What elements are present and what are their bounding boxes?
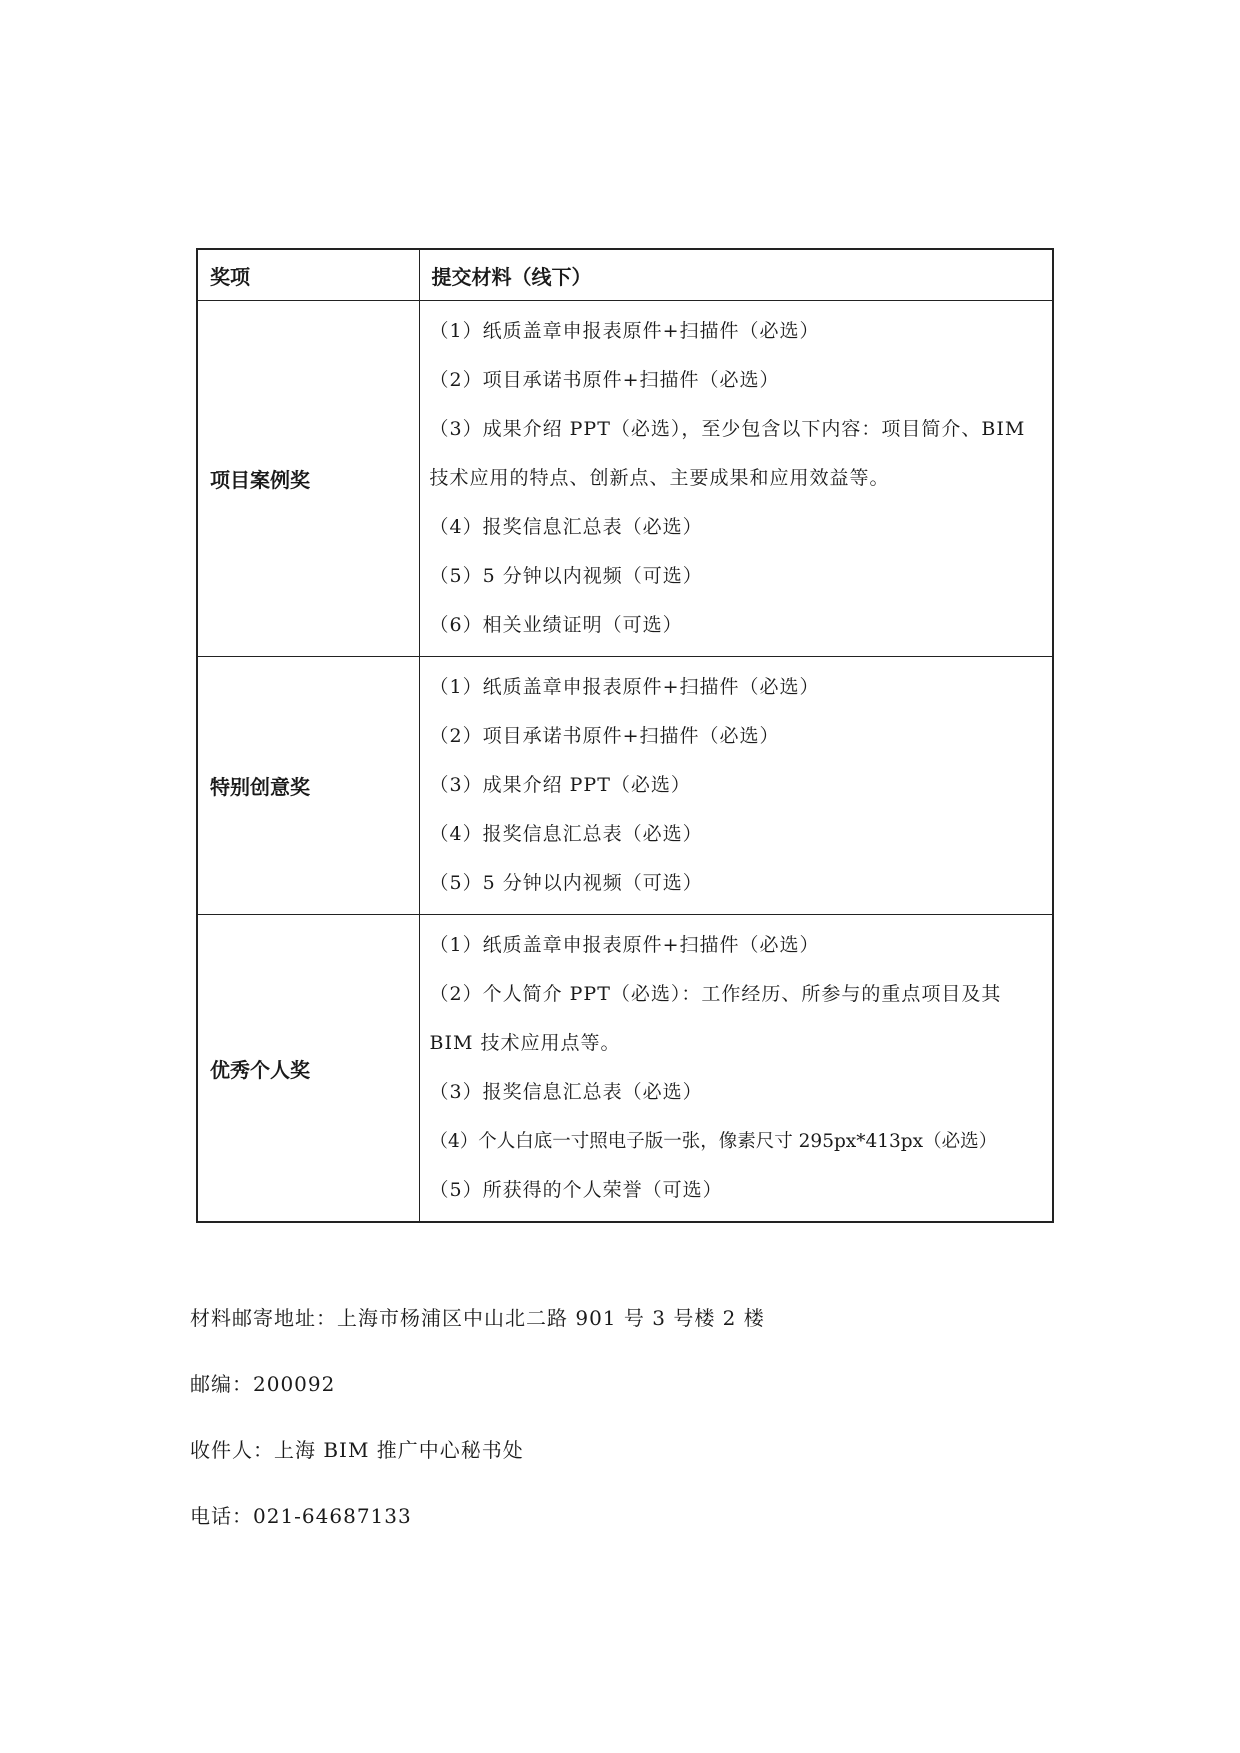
material-item: （3）成果介绍 PPT（必选），至少包含以下内容：项目简介、BIM 技术应用的特点、创新点、主要成果和应用效益等。 — [429, 418, 1026, 489]
materials-special-creative — [419, 657, 1053, 915]
table-row-outstanding-individual — [197, 915, 1053, 1223]
material-item: （5）5 分钟以内视频（可选） — [429, 565, 703, 587]
table-row-project-case — [197, 301, 1053, 657]
materials-outstanding-individual — [419, 915, 1053, 1223]
material-item: （2）项目承诺书原件+扫描件（必选） — [429, 725, 780, 747]
material-item: （2）个人简介 PPT（必选）：工作经历、所参与的重点项目及其 BIM 技术应用点等。 — [429, 983, 1002, 1054]
award-outstanding-individual: 优秀个人奖 — [197, 915, 419, 1223]
material-item: （2）项目承诺书原件+扫描件（必选） — [429, 369, 780, 391]
awards-materials-table — [196, 248, 1054, 1223]
material-item: （5）5 分钟以内视频（可选） — [429, 872, 703, 894]
material-item: （3）成果介绍 PPT（必选） — [429, 774, 691, 796]
material-item: （4）报奖信息汇总表（必选） — [429, 516, 703, 538]
material-item: （3）报奖信息汇总表（必选） — [429, 1081, 703, 1103]
material-item: （6）相关业绩证明（可选） — [429, 614, 683, 636]
mailing-address: 材料邮寄地址：上海市杨浦区中山北二路 901 号 3 号楼 2 楼 — [190, 1306, 765, 1330]
table-row-special-creative — [197, 657, 1053, 915]
table-header-row — [197, 249, 1053, 301]
header-materials: 提交材料（线下） — [419, 249, 1053, 301]
material-item: （4）个人白底一寸照电子版一张，像素尺寸 295px*413px（必选） — [429, 1131, 998, 1152]
material-item: （5）所获得的个人荣誉（可选） — [429, 1179, 723, 1201]
postcode: 邮编：200092 — [190, 1372, 336, 1396]
materials-project-case — [419, 301, 1053, 657]
recipient: 收件人：上海 BIM 推广中心秘书处 — [190, 1438, 524, 1462]
material-item: （4）报奖信息汇总表（必选） — [429, 823, 703, 845]
material-item: （1）纸质盖章申报表原件+扫描件（必选） — [429, 676, 820, 698]
award-project-case: 项目案例奖 — [197, 301, 419, 657]
phone-number: 电话：021-64687133 — [190, 1504, 412, 1528]
material-item: （1）纸质盖章申报表原件+扫描件（必选） — [429, 934, 820, 956]
award-special-creative: 特别创意奖 — [197, 657, 419, 915]
material-item: （1）纸质盖章申报表原件+扫描件（必选） — [429, 320, 820, 342]
header-award: 奖项 — [197, 249, 419, 301]
